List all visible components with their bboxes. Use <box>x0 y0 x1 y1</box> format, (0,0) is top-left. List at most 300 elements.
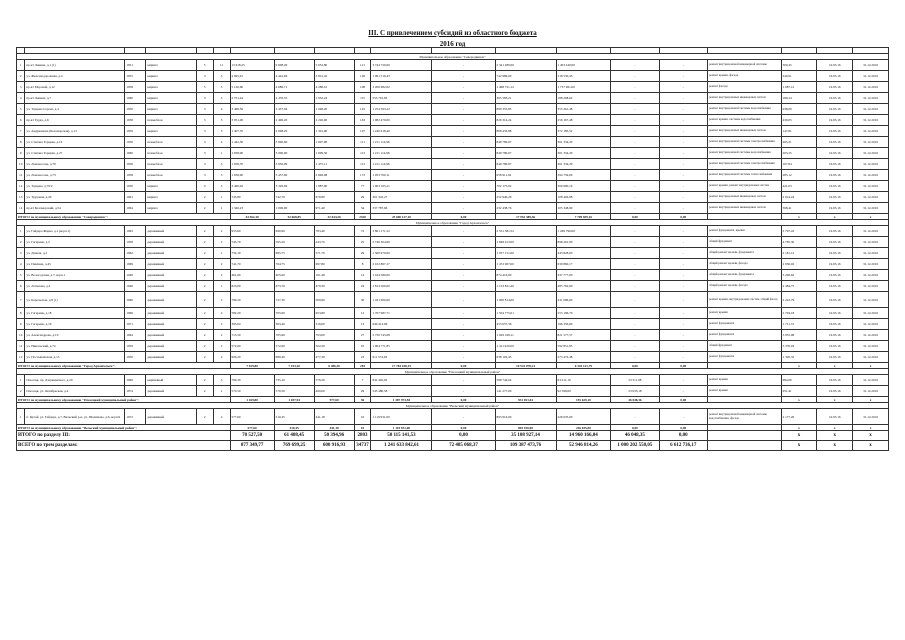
cell-n: 3 <box>17 248 25 259</box>
cell-spec: 3 206,62 <box>781 270 817 281</box>
cell-addr: ул. Вологодская, д.7, корп.1 <box>25 270 125 281</box>
cell-e: 3 <box>213 126 230 137</box>
cell-wall: шлакоблок <box>146 115 196 126</box>
cell-func: ремонт фундамента, крыши <box>707 226 781 237</box>
cell-func: общий ремонт кровли, фундамента <box>707 270 781 281</box>
cell-mun: 361 334,29 <box>556 159 611 170</box>
cell-n: 11 <box>17 341 25 352</box>
cell-a2: 479,30 <box>314 281 354 292</box>
cell-a2: 502,20 <box>314 341 354 352</box>
cell-mun: 92 598,00 <box>556 386 611 397</box>
cell-f: 2 <box>196 341 213 352</box>
cell-e: 2 <box>213 319 230 330</box>
cell-reg: 1 411 920,00 <box>495 341 556 352</box>
cell-a2: 653,80 <box>314 308 354 319</box>
total-d2: 6 612 736,17 <box>659 441 707 451</box>
cell-func: ремонт внутридомовой системы теплоснабжения <box>707 170 781 181</box>
cell-a1: 735,10 <box>274 375 314 386</box>
cell-area: 572,60 <box>230 341 274 352</box>
table-row <box>17 137 889 148</box>
cell-a2: 670,80 <box>314 192 354 203</box>
cell-func: ремонт крыши, внутридомовых систем, общий фасад <box>707 292 781 308</box>
cell-a1: 4 442,69 <box>274 71 314 82</box>
cell-year: 1948 <box>125 270 146 281</box>
cell-f: 2 <box>196 237 213 248</box>
cell-e: 2 <box>213 226 230 237</box>
cell-date1: 19.03.16 <box>817 386 853 397</box>
table-row <box>17 292 889 308</box>
cell-date1: 19.03.16 <box>817 352 853 363</box>
cell-a1: 3 437,04 <box>274 104 314 115</box>
cell-reg: 849 780,67 <box>495 148 556 159</box>
cell-spec: 430,05 <box>781 115 817 126</box>
cell-cost: 1 814 500,00 <box>371 281 432 292</box>
cell-d1: - <box>611 226 659 237</box>
cell-n: 12 <box>17 352 25 363</box>
cell-a1: 695,75 <box>274 248 314 259</box>
subtotal-cost: 17 784 108,15 <box>371 363 432 369</box>
total-area: 70 527,50 <box>230 431 274 441</box>
cell-wall: кирпичный <box>146 375 196 386</box>
cell-reg: 1 504 775,01 <box>495 308 556 319</box>
cell-wall: деревянный <box>146 330 196 341</box>
cell-n: 8 <box>17 137 25 148</box>
cell-year: 1956 <box>125 159 146 170</box>
subtotal-reg: 17 952 389,36 <box>495 214 556 220</box>
section-title: Муниципальное образование "Плесецкий муниципальный район" <box>17 369 889 375</box>
cell-addr: пр-кт Ленина, д.7 <box>25 93 125 104</box>
subtotal-mun: 7 709 839,16 <box>556 214 611 220</box>
cell-date1: 19.03.16 <box>817 192 853 203</box>
cell-reg: 826 314,24 <box>495 115 556 126</box>
cell-mun: 361 334,29 <box>556 148 611 159</box>
cell-date1: 19.03.16 <box>817 137 853 148</box>
cell-f: 2 <box>196 203 213 214</box>
cell-reg: 849 780,67 <box>495 137 556 148</box>
cell-a2: 783,40 <box>314 226 354 237</box>
cell-reg: 141 277,00 <box>495 386 556 397</box>
cell-e: 3 <box>213 71 230 82</box>
subtotal-label: ИТОГО по муниципальному образованию "Плесецкий муниципальный район": <box>17 397 231 403</box>
cell-mun: 300 990,19 <box>556 181 611 192</box>
cell-year: 1955 <box>125 71 146 82</box>
cell-year: 1960 <box>125 292 146 308</box>
cell-spec: 2 936,02 <box>781 259 817 270</box>
cell-date2: 31.12.2016 <box>853 341 889 352</box>
cell-d2: - <box>659 281 707 292</box>
cell-date2: 31.12.2016 <box>853 319 889 330</box>
section-title: Муниципальное образование "Город Архангельск" <box>17 220 889 226</box>
cell-area: 3 400,92 <box>230 181 274 192</box>
cell-date1: 19.03.16 <box>817 409 853 425</box>
cell-area: 1 442,30 <box>230 137 274 148</box>
cell-d1: - <box>611 115 659 126</box>
cell-a1: 1 006,90 <box>274 203 314 214</box>
cell-year: 1962 <box>125 248 146 259</box>
cell-people: 8 <box>354 259 371 270</box>
cell-f: 3 <box>196 148 213 159</box>
cell-year: 1956 <box>125 137 146 148</box>
cell-cost: 1 211 114,96 <box>371 148 432 159</box>
cell-year: 1958 <box>125 237 146 248</box>
cell-f: 5 <box>196 60 213 71</box>
subtotal-spec: x <box>781 214 817 220</box>
cell-d2: - <box>659 82 707 93</box>
cell-people: 25 <box>354 237 371 248</box>
cell-func: ремонт крыши, ремонт внутридомовых систем <box>707 181 781 192</box>
subtotal-date1: x <box>817 363 853 369</box>
cell-d1: - <box>611 248 659 259</box>
cell-date1: 19.03.16 <box>817 237 853 248</box>
cell-fund: - <box>432 237 495 248</box>
cell-cost: 361 343,27 <box>371 192 432 203</box>
cell-d2: - <box>659 248 707 259</box>
cell-e: 1 <box>213 192 230 203</box>
section-title: Муниципальное образование "Вельский муниципальный район" <box>17 403 889 409</box>
cell-a1: 4 686,71 <box>274 82 314 93</box>
cell-date2: 31.12.2016 <box>853 352 889 363</box>
cell-wall: кирпич <box>146 203 196 214</box>
subtotal-spec: x <box>781 397 817 403</box>
table-row <box>17 319 889 330</box>
cell-date2: 31.12.2016 <box>853 82 889 93</box>
total-a2: 600 916,93 <box>314 441 354 451</box>
cell-a2: 1 697,90 <box>314 137 354 148</box>
cell-func: ремонт крыши <box>707 308 781 319</box>
cell-addr: ул. Никольский, д.74 <box>25 341 125 352</box>
total-a2: 50 394,96 <box>314 431 354 441</box>
cell-cost: 1 061 516,43 <box>371 71 432 82</box>
cell-addr: ул. Гагарина, д.18 <box>25 308 125 319</box>
cell-a2: 1 475,11 <box>314 159 354 170</box>
cell-area: 3 051,00 <box>230 115 274 126</box>
subtotal-fund: 0,00 <box>432 425 495 431</box>
cell-addr: пр-кт Беломорский, д.54 <box>25 203 125 214</box>
cell-e: 2 <box>213 237 230 248</box>
cell-year: 1958 <box>125 170 146 181</box>
cell-e: 4 <box>213 104 230 115</box>
cell-people: 121 <box>354 60 371 71</box>
cell-a1: 689,40 <box>274 352 314 363</box>
cell-fund: - <box>432 341 495 352</box>
subtotal-label: ИТОГО по муниципальному образованию "Северодвинск": <box>17 214 231 220</box>
cell-reg: 453 057,36 <box>495 319 556 330</box>
cell-func: ремонт внутридомовых инженерных систем <box>707 93 781 104</box>
cell-date1: 19.03.16 <box>817 115 853 126</box>
table-row <box>17 248 889 259</box>
cell-people: 30 <box>354 292 371 308</box>
cell-spec: 1 711,72 <box>781 319 817 330</box>
cell-mun: 355 261,48 <box>556 104 611 115</box>
cell-fund: - <box>432 137 495 148</box>
cell-d1: - <box>611 93 659 104</box>
total-cost: 50 115 141,53 <box>371 431 432 441</box>
cell-addr: ул. Железнодорожная, д.4 <box>25 71 125 82</box>
cell-e: 2 <box>213 270 230 281</box>
subtotal-d1: 46 048,36 <box>611 397 659 403</box>
cell-fund: - <box>432 270 495 281</box>
cell-f: 2 <box>196 386 213 397</box>
cell-people: 29 <box>354 248 371 259</box>
cell-a2: 2 849,08 <box>314 170 354 181</box>
cell-mun: 592 851,85 <box>556 341 611 352</box>
cell-n: 6 <box>17 281 25 292</box>
cell-d2: - <box>659 409 707 425</box>
cell-spec: 938,00 <box>781 104 817 115</box>
subtotal-d2: 0,00 <box>659 363 707 369</box>
cell-func: ремонт крыши, фасада <box>707 71 781 82</box>
cell-f: 3 <box>196 137 213 148</box>
cell-mun: 108 402,98 <box>556 192 611 203</box>
cell-wall: кирпич <box>146 192 196 203</box>
cell-d1: - <box>611 159 659 170</box>
cell-d2: - <box>659 308 707 319</box>
cell-fund: - <box>432 330 495 341</box>
cell-fund: - <box>432 192 495 203</box>
total-func <box>707 441 781 451</box>
cell-spec: 167,84 <box>781 159 817 170</box>
subtotal-a1: 1 037,94 <box>274 397 314 403</box>
cell-f: 2 <box>196 281 213 292</box>
cell-a1: 3 326,09 <box>274 181 314 192</box>
cell-a2: 1 952,24 <box>314 93 354 104</box>
subtotal-d2: 0,00 <box>659 425 707 431</box>
total-date1: x <box>817 441 853 451</box>
total-date2: x <box>853 441 889 451</box>
cell-d2: - <box>659 270 707 281</box>
cell-cost: 1 240 618,40 <box>371 126 432 137</box>
cell-cost: 1 767 987,71 <box>371 308 432 319</box>
subtotal-a2: 441,18 <box>314 425 354 431</box>
cell-year: 1958 <box>125 115 146 126</box>
cell-date2: 31.12.2016 <box>853 104 889 115</box>
cell-d1: - <box>611 60 659 71</box>
cell-e: 11 <box>213 60 230 71</box>
cell-func: общий ремонт кровли, фундамента <box>707 248 781 259</box>
cell-func: общий ремонт кровли, фасада <box>707 281 781 292</box>
cell-d1: - <box>611 319 659 330</box>
cell-n: 1 <box>17 375 25 386</box>
section-title: Муниципальное образование "Северодвинск" <box>17 54 889 60</box>
cell-year: 1959 <box>125 126 146 137</box>
cell-area: 906,20 <box>230 352 274 363</box>
total-spec: x <box>781 431 817 441</box>
cell-f: 2 <box>196 259 213 270</box>
cell-addr: ул. Дачная, д.2 <box>25 248 125 259</box>
cell-mun: 226 035,00 <box>556 409 611 425</box>
cell-date1: 19.03.16 <box>817 126 853 137</box>
cell-func: ремонт крыши <box>707 386 781 397</box>
table-row <box>17 409 889 425</box>
cell-d2: - <box>659 137 707 148</box>
table-row <box>17 330 889 341</box>
subtotal-date2: x <box>853 214 889 220</box>
table-row <box>17 148 889 159</box>
cell-year: 1974 <box>125 386 146 397</box>
cell-year: 1969 <box>125 375 146 386</box>
cell-date2: 31.12.2016 <box>853 259 889 270</box>
cell-people: 113 <box>354 159 371 170</box>
cell-a1: 727,30 <box>274 292 314 308</box>
cell-people: 29 <box>354 386 371 397</box>
subtotal-people: 283 <box>354 363 371 369</box>
cell-date1: 19.03.16 <box>817 281 853 292</box>
cell-e: 1 <box>213 386 230 397</box>
cell-date2: 31.12.2016 <box>853 330 889 341</box>
cell-cost: 545 480,58 <box>371 386 432 397</box>
cell-reg: 849 780,67 <box>495 159 556 170</box>
cell-date2: 31.12.2016 <box>853 137 889 148</box>
cell-addr: ул. Карельская, д.8 (1) <box>25 292 125 308</box>
cell-d1: - <box>611 237 659 248</box>
cell-d1: - <box>611 308 659 319</box>
cell-spec: 4 765,30 <box>781 237 817 248</box>
cell-mun: 256 167,48 <box>556 115 611 126</box>
cell-d1: - <box>611 259 659 270</box>
cell-year: 1946 <box>125 281 146 292</box>
cell-people: 107 <box>354 126 371 137</box>
cell-n: 3 <box>17 82 25 93</box>
cell-fund: - <box>432 181 495 192</box>
cell-date1: 19.03.16 <box>817 203 853 214</box>
cell-n: 10 <box>17 159 25 170</box>
cell-spec: 3 855,08 <box>781 330 817 341</box>
subtotal-people: 16 <box>354 425 371 431</box>
cell-date2: 31.12.2016 <box>853 226 889 237</box>
cell-mun: 898 291,90 <box>556 237 611 248</box>
cell-wall: кирпич <box>146 181 196 192</box>
cell-date1: 19.03.16 <box>817 341 853 352</box>
cell-d2: - <box>659 375 707 386</box>
cell-cost: 1 053 700,11 <box>371 170 432 181</box>
cell-date2: 31.12.2016 <box>853 192 889 203</box>
table-row <box>17 71 889 82</box>
cell-func: ремонт внутридомовой системы электроснабжения <box>707 137 781 148</box>
cell-a1: 363,40 <box>274 319 314 330</box>
cell-reg: 899 355,85 <box>495 104 556 115</box>
cell-a1: 764,75 <box>274 259 314 270</box>
cell-d2: - <box>659 170 707 181</box>
subtotal-d1: 0,00 <box>611 425 659 431</box>
cell-d1: - <box>611 71 659 82</box>
cell-date1: 19.03.16 <box>817 292 853 308</box>
cell-year: 1966 <box>125 308 146 319</box>
cell-a2: 1 301,00 <box>314 126 354 137</box>
subtotal-mun: 226 035,00 <box>556 425 611 431</box>
subtotal-reg: 931 021,04 <box>495 397 556 403</box>
cell-reg: 1 000 814,00 <box>495 292 556 308</box>
cell-area: 953,60 <box>230 226 274 237</box>
cell-reg: 2 341 280,00 <box>495 60 556 71</box>
cell-e: 1 <box>213 248 230 259</box>
cell-fund: - <box>432 226 495 237</box>
cell-cost: 1 164 580,00 <box>371 270 432 281</box>
cell-a2: 793,00 <box>314 330 354 341</box>
cell-area: 732,19 <box>230 248 274 259</box>
cell-fund: - <box>432 60 495 71</box>
cell-n: 8 <box>17 308 25 319</box>
cell-d2: - <box>659 226 707 237</box>
subtotal-cost: 1 119 931,00 <box>371 425 432 431</box>
cell-a2: 2 226,00 <box>314 115 354 126</box>
cell-cost: 649 413,96 <box>371 319 432 330</box>
cell-spec: 180,24 <box>781 93 817 104</box>
cell-d2: - <box>659 237 707 248</box>
cell-year: 1958 <box>125 82 146 93</box>
cell-n: 2 <box>17 71 25 82</box>
cell-func: ремонт внутридомовой системы электроснабжения <box>707 159 781 170</box>
cell-date2: 31.12.2016 <box>853 270 889 281</box>
cell-year: 1959 <box>125 341 146 352</box>
table-row <box>17 308 889 319</box>
cell-a1: 570,50 <box>274 386 314 397</box>
cell-f: 2 <box>196 308 213 319</box>
cell-wall: деревянный <box>146 281 196 292</box>
cell-reg: 702 175,02 <box>495 181 556 192</box>
cell-date1: 19.03.16 <box>817 319 853 330</box>
cell-cost: 1 211 114,96 <box>371 137 432 148</box>
cell-e: 5 <box>213 82 230 93</box>
cell-reg: 742 986,00 <box>495 71 556 82</box>
cell-a1: 3 457,90 <box>274 170 314 181</box>
cell-people: 13 <box>354 319 371 330</box>
subtotal-spec: x <box>781 363 817 369</box>
table-row <box>17 281 889 292</box>
cell-func: ремонт фундамента <box>707 319 781 330</box>
cell-date2: 31.12.2016 <box>853 181 889 192</box>
cell-spec: 285,12 <box>781 170 817 181</box>
subtotal-cost: 1 387 973,50 <box>371 397 432 403</box>
cell-a1: 690,90 <box>274 226 314 237</box>
cell-wall: деревянный <box>146 409 196 425</box>
cell-a1: 2 496,20 <box>274 115 314 126</box>
cell-addr: пр-кт Труда, д.6 <box>25 115 125 126</box>
cell-wall: кирпич <box>146 93 196 104</box>
cell-func: ремонт внутридомовой системы водоснабжения <box>707 148 781 159</box>
cell-a2: 191,48 <box>314 270 354 281</box>
total-fund: 72 485 068,37 <box>432 441 495 451</box>
cell-people: 163 <box>354 115 371 126</box>
total-a1: 769 699,25 <box>274 441 314 451</box>
subtotal-cost: 25 600 127,10 <box>371 214 432 220</box>
subtotal-mun: 155 629,10 <box>556 397 611 403</box>
cell-people: 14 <box>354 270 371 281</box>
cell-reg: 1 468 721,12 <box>495 82 556 93</box>
cell-spec: 2 614,24 <box>781 192 817 203</box>
cell-date2: 31.12.2016 <box>853 203 889 214</box>
cell-f: 2 <box>196 292 213 308</box>
cell-wall: деревянный <box>146 259 196 270</box>
cell-date2: 31.12.2016 <box>853 308 889 319</box>
cell-date2: 31.12.2016 <box>853 126 889 137</box>
cell-addr: ул. Гагарина, д.2 <box>25 237 125 248</box>
cell-func: общий фундамент <box>707 237 781 248</box>
cell-cost: 911 574,93 <box>371 352 432 363</box>
cell-wall: кирпич <box>146 82 196 93</box>
cell-area: 13 618,25 <box>230 60 274 71</box>
table-row <box>17 352 889 363</box>
cell-area: 1 346,23 <box>230 203 274 214</box>
cell-func: ремонт внутридомовых инженерных систем <box>707 203 781 214</box>
cell-func: ремонт внутридомовой инженерной системы <box>707 60 781 71</box>
total-d1: 46 048,35 <box>611 431 659 441</box>
cell-cost: 1 431 900,00 <box>371 292 432 308</box>
cell-n: 7 <box>17 292 25 308</box>
cell-date2: 31.12.2016 <box>853 375 889 386</box>
cell-area: 577,60 <box>230 409 274 425</box>
cell-fund: - <box>432 82 495 93</box>
subtotal-a1: 7 193,20 <box>274 363 314 369</box>
